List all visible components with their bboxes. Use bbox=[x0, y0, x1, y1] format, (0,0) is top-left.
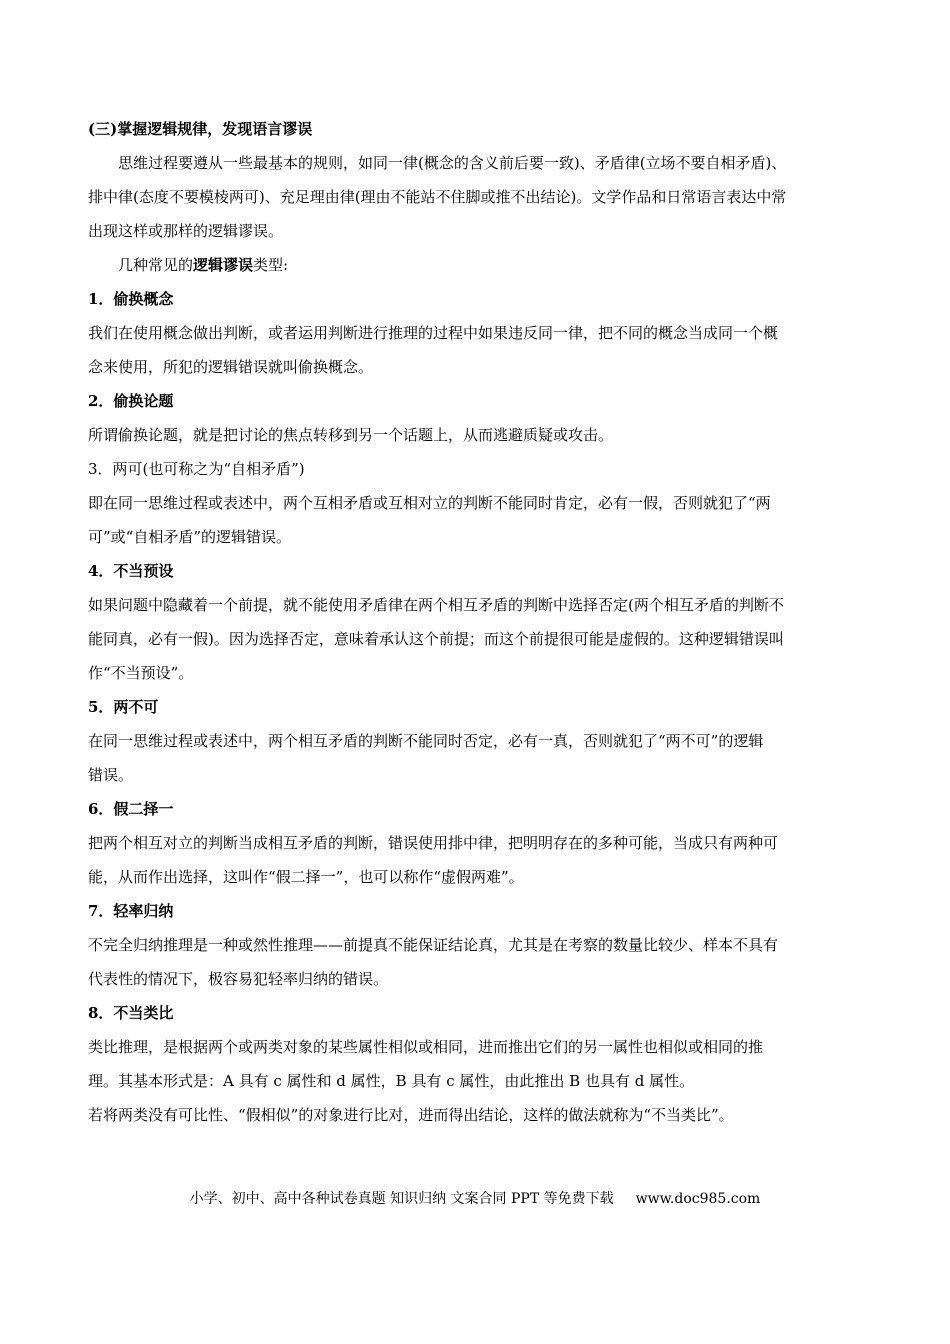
footer-site-link[interactable]: www.doc985.com bbox=[635, 1191, 761, 1207]
intro-line: 思维过程要遵从一些最基本的规则，如同一律(概念的含义前后要一致)、矛盾律(立场不要自相矛盾)、 bbox=[118, 154, 787, 172]
types-suffix: 类型: bbox=[253, 256, 289, 274]
item-line: 念来使用，所犯的逻辑错误就叫偷换概念。 bbox=[88, 358, 374, 376]
item-line: 错误。 bbox=[88, 766, 134, 784]
intro-paragraph bbox=[88, 146, 864, 248]
types-prefix: 几种常见的 bbox=[118, 256, 194, 274]
item-line: 代表性的情况下，极容易犯轻率归纳的错误。 bbox=[88, 970, 389, 988]
item-heading: 8．不当类比 bbox=[88, 1004, 174, 1022]
item-heading: 5．两不可 bbox=[88, 698, 159, 716]
item-line: 我们在使用概念做出判断，或者运用判断进行推理的过程中如果违反同一律，把不同的概念当成同一个概 bbox=[88, 324, 779, 342]
item-heading: 1．偷换概念 bbox=[88, 290, 174, 308]
types-intro bbox=[88, 248, 864, 282]
item-line: 类比推理，是根据两个或两类对象的某些属性相似或相同，进而推出它们的另一属性也相似或相同的推 bbox=[88, 1038, 764, 1056]
item-heading: 7．轻率归纳 bbox=[88, 902, 174, 920]
types-bold-term: 逻辑谬误 bbox=[193, 256, 254, 274]
item-line: 能同真，必有一假)。因为选择否定，意味着承认这个前提；而这个前提很可能是虚假的。这种逻辑错误叫 bbox=[88, 630, 784, 648]
item-line: 可”或“自相矛盾”的逻辑错误。 bbox=[88, 528, 292, 546]
item-line: 把两个相互对立的判断当成相互矛盾的判断，错误使用排中律，把明明存在的多种可能，当成只有两种可 bbox=[88, 834, 779, 852]
item-heading: 3．两可(也可称之为“自相矛盾”) bbox=[88, 460, 305, 478]
item-line: 作“不当预设”。 bbox=[88, 664, 194, 682]
intro-line: 出现这样或那样的逻辑谬误。 bbox=[88, 222, 284, 240]
item-heading: 4．不当预设 bbox=[88, 562, 174, 580]
item-line: 不完全归纳推理是一种或然性推理——前提真不能保证结论真，尤其是在考察的数量比较少、样本不具有 bbox=[88, 936, 779, 954]
intro-line: 排中律(态度不要模棱两可)、充足理由律(理由不能站不住脚或推不出结论)。文学作品和日常语言表达中常 bbox=[88, 188, 787, 206]
item-heading: 2．偷换论题 bbox=[88, 392, 174, 410]
item-line: 理。其基本形式是：A 具有 c 属性和 d 属性，B 具有 c 属性，由此推出 B 也具有 d 属性。 bbox=[88, 1072, 695, 1090]
item-line: 能，从而作出选择，这叫作“假二择一”，也可以称作“虚假两难”。 bbox=[88, 868, 524, 886]
item-line: 所谓偷换论题，就是把讨论的焦点转移到另一个话题上，从而逃避质疑或攻击。 bbox=[88, 426, 614, 444]
item-line: 即在同一思维过程或表述中，两个互相矛盾或互相对立的判断不能同时肯定，必有一假，否则就犯了“两 bbox=[88, 494, 771, 512]
footer-text: 小学、初中、高中各种试卷真题 知识归纳 文案合同 PPT 等免费下载 bbox=[189, 1191, 614, 1207]
item-line: 在同一思维过程或表述中，两个相互矛盾的判断不能同时否定，必有一真，否则就犯了“两不可”的逻辑 bbox=[88, 732, 764, 750]
section-title: (三)掌握逻辑规律，发现语言谬误 bbox=[88, 120, 313, 138]
document-body bbox=[88, 112, 864, 1132]
page-footer bbox=[0, 1188, 950, 1208]
item-line: 如果问题中隐藏着一个前提，就不能使用矛盾律在两个相互矛盾的判断中选择否定(两个相互矛盾的判断不 bbox=[88, 596, 784, 614]
item-heading: 6．假二择一 bbox=[88, 800, 174, 818]
item-line: 若将两类没有可比性、“假相似”的对象进行比对，进而得出结论，这样的做法就称为“不当类比”。 bbox=[88, 1106, 734, 1124]
